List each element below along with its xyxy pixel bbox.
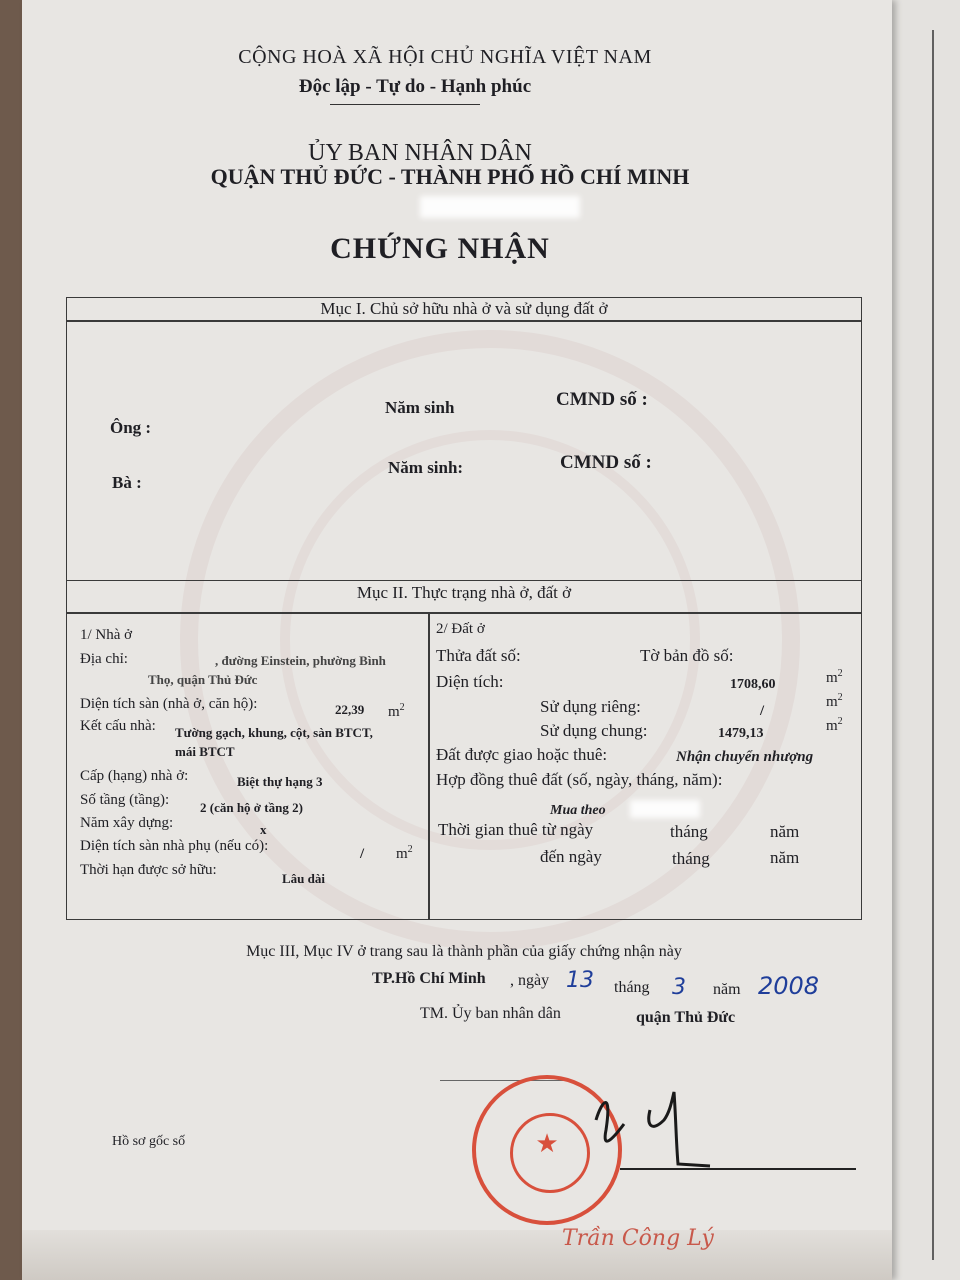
land-contract-value: Mua theo: [550, 803, 606, 818]
land-private-label: Sử dụng riêng:: [540, 697, 641, 716]
issue-month-label: tháng: [614, 979, 650, 996]
continuation-note: Mục III, Mục IV ở trang sau là thành phần của giấy chứng nhận này: [246, 943, 682, 960]
section2-divider: [428, 612, 430, 919]
house-year-label: Năm xây dựng:: [80, 815, 174, 831]
issue-day-handwritten: 13: [566, 968, 594, 993]
birth-year-label-1: Năm sinh: [385, 398, 455, 417]
section2-heading-rule: [66, 612, 862, 614]
red-official-seal-icon: ★: [472, 1075, 622, 1225]
house-address-value-1: , đường Einstein, phường Bình: [215, 653, 386, 668]
signer-name: Trần Công Lý: [562, 1226, 714, 1251]
land-area-unit: $m^2$: [826, 668, 843, 686]
issue-city: TP.Hồ Chí Minh: [372, 970, 486, 987]
lease-from-label: Thời gian thuê từ ngày: [438, 820, 594, 839]
lease-to-label: đến ngày: [540, 847, 602, 866]
house-area-label: Diện tích sàn (nhà ở, căn hộ):: [80, 696, 258, 712]
national-title: CỘNG HOÀ XÃ HỘI CHỦ NGHĨA VIỆT NAM: [238, 46, 652, 68]
signatory-authority-label: TM. Ủy ban nhân dân: [420, 1005, 561, 1022]
motto-underline: [330, 104, 480, 105]
original-file-label: Hồ sơ gốc số: [112, 1134, 186, 1149]
house-floors-value: 2 (căn hộ ở tầng 2): [200, 800, 303, 815]
land-assigned-value: Nhận chuyển nhượng: [676, 749, 814, 765]
house-year-value: x: [260, 822, 267, 837]
house-area-unit: $m^2$: [388, 702, 405, 720]
land-heading: 2/ Đất ở: [436, 621, 485, 637]
section2-heading: Mục II. Thực trạng nhà ở, đất ở: [356, 583, 572, 602]
signature-line: [620, 1168, 856, 1170]
national-motto: Độc lập - Tự do - Hạnh phúc: [298, 76, 532, 97]
redaction-mark: [420, 196, 580, 218]
section1-heading-rule: [66, 320, 862, 322]
signature-scribble-icon: [590, 1080, 720, 1180]
land-private-unit: $m^2$: [826, 692, 843, 710]
owner-ong-label: Ông :: [110, 418, 152, 437]
authority-district: QUẬN THỦ ĐỨC - THÀNH PHỐ HỒ CHÍ MINH: [210, 164, 690, 189]
house-address-value-2: Thọ, quận Thủ Đức: [148, 672, 258, 687]
land-area-label: Diện tích:: [436, 672, 504, 691]
house-floors-label: Số tầng (tầng):: [80, 792, 170, 808]
land-common-unit: $m^2$: [826, 716, 843, 734]
issue-year-handwritten: 2008: [758, 972, 820, 1000]
house-grade-value: Biệt thự hạng 3: [237, 774, 323, 789]
lease-from-month-label: tháng: [670, 822, 708, 841]
lease-to-year-label: năm: [770, 848, 800, 867]
house-grade-label: Cấp (hạng) nhà ở:: [80, 768, 189, 784]
section1-heading: Mục I. Chủ sở hữu nhà ở và sử dụng đất ở: [320, 299, 608, 318]
issue-month-handwritten: 3: [672, 975, 686, 1000]
land-common-value: 1479,13: [718, 726, 764, 741]
house-aux-area-unit: $m^2$: [396, 844, 413, 862]
house-address-label: Địa chỉ:: [80, 651, 128, 667]
land-map-label: Tờ bản đồ số:: [640, 646, 734, 665]
next-page-edge: [890, 0, 960, 1280]
land-contract-label: Hợp đồng thuê đất (số, ngày, tháng, năm):: [436, 770, 723, 789]
lease-from-year-label: năm: [770, 822, 800, 841]
house-term-label: Thời hạn được sở hữu:: [80, 862, 217, 878]
land-common-label: Sử dụng chung:: [540, 721, 648, 740]
land-plot-label: Thửa đất số:: [436, 646, 521, 665]
lease-to-month-label: tháng: [672, 849, 710, 868]
birth-year-label-2: Năm sinh:: [388, 458, 464, 477]
house-aux-area-value: /: [360, 846, 365, 862]
id-number-label-2: CMND số :: [560, 452, 652, 473]
signatory-district: quận Thủ Đức: [636, 1009, 736, 1026]
house-term-value: Lâu dài: [282, 871, 325, 886]
owner-ba-label: Bà :: [112, 473, 142, 492]
id-number-label-1: CMND số :: [556, 389, 648, 410]
house-heading: 1/ Nhà ở: [80, 627, 133, 643]
issue-day-label: , ngày: [510, 972, 550, 989]
house-structure-value-1: Tường gạch, khung, cột, sàn BTCT,: [175, 725, 373, 740]
land-assigned-label: Đất được giao hoặc thuê:: [436, 745, 608, 764]
authority-name: ỦY BAN NHÂN DÂN: [308, 140, 532, 166]
issue-year-label: năm: [713, 981, 741, 998]
house-structure-label: Kết cấu nhà:: [80, 718, 156, 734]
land-private-value: /: [760, 703, 765, 719]
redaction-mark: [630, 800, 700, 818]
document-title: CHỨNG NHẬN: [330, 232, 550, 265]
house-structure-value-2: mái BTCT: [175, 744, 235, 759]
house-area-value: 22,39: [335, 702, 365, 717]
section1-box: [66, 297, 862, 581]
house-aux-area-label: Diện tích sàn nhà phụ (nếu có):: [80, 838, 269, 854]
land-area-value: 1708,60: [730, 677, 776, 692]
